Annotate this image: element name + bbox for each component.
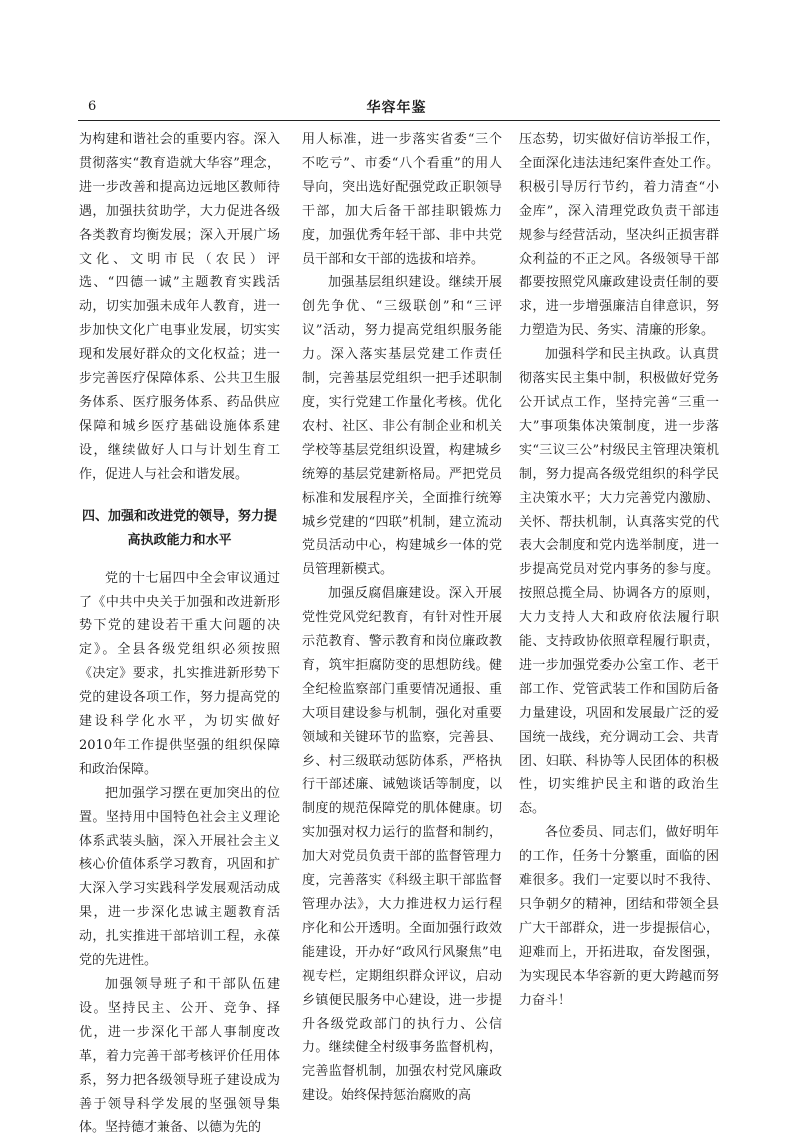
running-title: 华容年鉴 xyxy=(366,100,427,116)
paragraph: 为构建和谐社会的重要内容。深入贯彻落实“教育造就大华容”理念，进一步改善和提高边远地区教师待遇，加强扶贫助学，大力促进各级各类教育均衡发展；深入开展广场文化、文明市民（农民）评选、“四德一诚”主题教育实践活动，切实加强未成年人教育，进一步加快文化广电事业发展，切实实现和发展好群众的文化权益；进一步完善医疗保障体系、公共卫生服务体系、医疗服务体系、药品供应保障和城乡医疗基础设施体系建设，继续做好人口与计划生育工作，促进人与社会和谐发展。 xyxy=(79,132,280,482)
paragraph: 加强领导班子和干部队伍建设。坚持民主、公开、竞争、择优，进一步深化干部人事制度改革，着力完善干部考核评价任用体系，努力把各级领导班子建设成为善于领导科学发展的坚强领导集体。坚持德才兼备、以德为先的 xyxy=(79,977,280,1136)
paragraph: 党的十七届四中全会审议通过了《中共中央关于加强和改进新形势下党的建设若干重大问题的决定》。全县各级党组织必须按照《决定》要求，扎实推进新形势下党的建设各项工作，努力提高党的建设科学化水平，为切实做好2010年工作提供坚强的组织保障和政治保障。 xyxy=(79,570,280,777)
paragraph: 加强基层组织建设。继续开展创先争优、“三级联创”和“三评议”活动，努力提高党组织服务能力。深入落实基层党建工作责任制，完善基层党组织一把手述职制度，实行党建工作量化考核。优化农村、社区、非公有制企业和机关学校等基层党组织设置，构建城乡统筹的基层党建新格局。严把党员标准和发展程序关，全面推行统筹城乡党建的“四联”机制，建立流动党员活动中心，构建城乡一体的党员管理新模式。 xyxy=(302,275,502,578)
page-number: 6 xyxy=(88,99,97,114)
paragraph: 用人标准，进一步落实省委“三个不吃亏”、市委“八个看重”的用人导向，突出选好配强党政正职领导干部，加大后备干部挂职锻炼力度，加强优秀年轻干部、非中共党员干部和女干部的选拔和培养。 xyxy=(302,132,502,267)
paragraph: 加强科学和民主执政。认真贯彻落实民主集中制，积极做好党务公开试点工作，坚持完善“三重一大”事项集体决策制度，进一步落实“三议三公”村级民主管理决策机制，努力提高各级党组织的科学民主决策水平；大力完善党内激励、关怀、帮扶机制，认真落实党的代表大会制度和党内选举制度，进一步提高党员对党内事务的参与度。按照总揽全局、协调各方的原则，大力支持人大和政府依法履行职能、支持政协依照章程履行职责，进一步加强党委办公室工作、老干部工作、党管武装工作和国防后备力量建设，巩固和发展最广泛的爱国统一战线，充分调动工会、共青团、妇联、科协等人民团体的积极性，切实维护民主和谐的政治生态。 xyxy=(519,347,719,817)
paragraph: 压态势，切实做好信访举报工作，全面深化违法违纪案件查处工作。积极引导厉行节约，着力清查“小金库”，深入清理党政负责干部违规参与经营活动，坚决纠正损害群众利益的不正之风。各级领导干部都要按照党风廉政建设责任制的要求，进一步增强廉洁自律意识，努力塑造为民、务实、清廉的形象。 xyxy=(519,132,719,339)
paragraph: 各位委员、同志们，做好明年的工作，任务十分繁重，面临的困难很多。我们一定要以时不我待、只争朝夕的精神，团结和带领全县广大干部群众，进一步提振信心，迎难而上，开拓进取，奋发图强，为实现民本华容新的更大跨越而努力奋斗！ xyxy=(519,825,719,1008)
paragraph: 加强反腐倡廉建设。深入开展党性党风党纪教育，有针对性开展示范教育、警示教育和岗位廉政教育，筑牢拒腐防变的思想防线。健全纪检监察部门重要情况通报、重大项目建设参与机制，强化对重要领域和关键环节的监察，完善县、乡、村三级联动惩防体系，严格执行干部述廉、诫勉谈话等制度，以制度的规范保障党的肌体健康。切实加强对权力运行的监督和制约，加大对党员负责干部的监督管理力度，完善落实《科级主职干部监督管理办法》，大力推进权力运行程序化和公开透明。全面加强行政效能建设，开办好“政风行风聚焦”电视专栏，定期组织群众评议，启动乡镇便民服务中心建设，进一步提升各级党政部门的执行力、公信力。继续健全村级事务监督机构，完善监督机制，加强农村党风廉政建设。始终保持惩治腐败的高 xyxy=(302,586,502,1104)
section-heading: 四、加强和改进党的领导，努力提高执政能力和水平 xyxy=(81,508,277,548)
text-column-3 xyxy=(519,128,719,1013)
text-column-2 xyxy=(302,128,502,1108)
text-column-1 xyxy=(79,128,280,1140)
header-rule xyxy=(78,120,720,121)
paragraph: 把加强学习摆在更加突出的位置。坚持用中国特色社会主义理论体系武装头脑，深入开展社会主义核心价值体系学习教育，巩固和扩大深入学习实践科学发展观活动成果，进一步深化忠诚主题教育活动，扎实推进干部培训工程，永葆党的先进性。 xyxy=(79,785,280,969)
